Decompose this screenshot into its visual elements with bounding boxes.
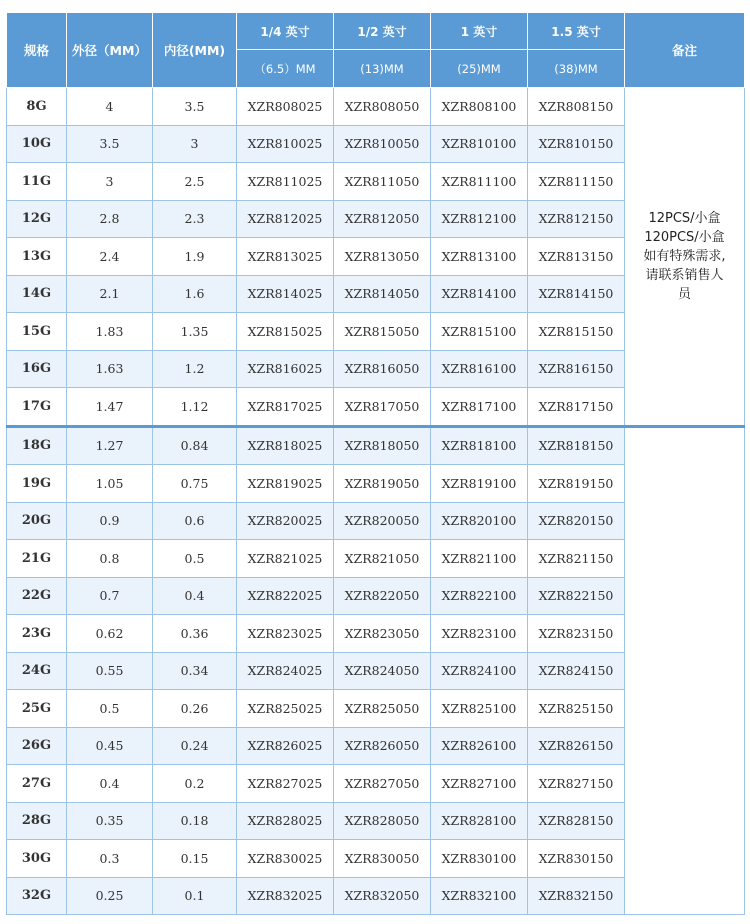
note-cell xyxy=(625,88,745,427)
part-code-cell: XZR816025 xyxy=(237,350,334,388)
spec-cell: 27G xyxy=(7,765,67,803)
spec-cell: 21G xyxy=(7,540,67,578)
outer-diameter-cell: 0.8 xyxy=(67,540,153,578)
part-code-cell: XZR820100 xyxy=(431,502,528,540)
part-code-cell: XZR825100 xyxy=(431,690,528,728)
outer-diameter-cell: 0.25 xyxy=(67,877,153,915)
header-mm-quarter-inch: （6.5）MM xyxy=(237,50,334,88)
part-code-cell: XZR818025 xyxy=(237,426,334,465)
inner-diameter-cell: 0.2 xyxy=(153,765,237,803)
part-code-cell: XZR812050 xyxy=(334,200,431,238)
part-code-cell: XZR810025 xyxy=(237,125,334,163)
part-code-cell: XZR818050 xyxy=(334,426,431,465)
part-code-cell: XZR813100 xyxy=(431,238,528,276)
outer-diameter-cell: 0.7 xyxy=(67,577,153,615)
inner-diameter-cell: 0.34 xyxy=(153,652,237,690)
spec-cell: 26G xyxy=(7,727,67,765)
part-code-cell: XZR808150 xyxy=(528,88,625,126)
inner-diameter-cell: 0.84 xyxy=(153,426,237,465)
outer-diameter-cell: 0.3 xyxy=(67,840,153,878)
part-code-cell: XZR824050 xyxy=(334,652,431,690)
part-code-cell: XZR814150 xyxy=(528,275,625,313)
spec-cell: 10G xyxy=(7,125,67,163)
part-code-cell: XZR825150 xyxy=(528,690,625,728)
part-code-cell: XZR820050 xyxy=(334,502,431,540)
part-code-cell: XZR828100 xyxy=(431,802,528,840)
part-code-cell: XZR810150 xyxy=(528,125,625,163)
part-code-cell: XZR811025 xyxy=(237,163,334,201)
part-code-cell: XZR815150 xyxy=(528,313,625,351)
header-mm-half-inch: (13)MM xyxy=(334,50,431,88)
part-code-cell: XZR822050 xyxy=(334,577,431,615)
table-row xyxy=(7,426,745,465)
part-code-cell: XZR819050 xyxy=(334,465,431,503)
part-code-cell: XZR816150 xyxy=(528,350,625,388)
part-code-cell: XZR816050 xyxy=(334,350,431,388)
spec-cell: 17G xyxy=(7,388,67,427)
part-code-cell: XZR818150 xyxy=(528,426,625,465)
part-code-cell: XZR823100 xyxy=(431,615,528,653)
inner-diameter-cell: 2.5 xyxy=(153,163,237,201)
spec-cell: 8G xyxy=(7,88,67,126)
spec-cell: 13G xyxy=(7,238,67,276)
spec-cell: 25G xyxy=(7,690,67,728)
spec-cell: 20G xyxy=(7,502,67,540)
part-code-cell: XZR812100 xyxy=(431,200,528,238)
outer-diameter-cell: 2.4 xyxy=(67,238,153,276)
part-code-cell: XZR818100 xyxy=(431,426,528,465)
inner-diameter-cell: 3.5 xyxy=(153,88,237,126)
part-code-cell: XZR826150 xyxy=(528,727,625,765)
part-code-cell: XZR817100 xyxy=(431,388,528,427)
header-outer-diameter: 外径（MM） xyxy=(67,13,153,88)
part-code-cell: XZR828050 xyxy=(334,802,431,840)
part-code-cell: XZR822100 xyxy=(431,577,528,615)
inner-diameter-cell: 0.15 xyxy=(153,840,237,878)
part-code-cell: XZR810050 xyxy=(334,125,431,163)
part-code-cell: XZR808100 xyxy=(431,88,528,126)
inner-diameter-cell: 0.36 xyxy=(153,615,237,653)
part-code-cell: XZR821100 xyxy=(431,540,528,578)
part-code-cell: XZR815050 xyxy=(334,313,431,351)
part-code-cell: XZR820025 xyxy=(237,502,334,540)
part-code-cell: XZR808050 xyxy=(334,88,431,126)
outer-diameter-cell: 1.05 xyxy=(67,465,153,503)
part-code-cell: XZR822150 xyxy=(528,577,625,615)
part-code-cell: XZR830025 xyxy=(237,840,334,878)
part-code-cell: XZR819150 xyxy=(528,465,625,503)
part-code-cell: XZR813025 xyxy=(237,238,334,276)
outer-diameter-cell: 1.47 xyxy=(67,388,153,427)
part-code-cell: XZR823025 xyxy=(237,615,334,653)
spec-cell: 28G xyxy=(7,802,67,840)
part-code-cell: XZR830100 xyxy=(431,840,528,878)
inner-diameter-cell: 0.5 xyxy=(153,540,237,578)
header-length-half-inch: 1/2 英寸 xyxy=(334,13,431,50)
outer-diameter-cell: 0.62 xyxy=(67,615,153,653)
header-length-one-half-inch: 1.5 英寸 xyxy=(528,13,625,50)
part-code-cell: XZR826025 xyxy=(237,727,334,765)
part-code-cell: XZR830050 xyxy=(334,840,431,878)
part-code-cell: XZR823150 xyxy=(528,615,625,653)
outer-diameter-cell: 0.9 xyxy=(67,502,153,540)
spec-table xyxy=(6,12,745,915)
outer-diameter-cell: 3.5 xyxy=(67,125,153,163)
header-inner-diameter: 内径(MM) xyxy=(153,13,237,88)
outer-diameter-cell: 2.8 xyxy=(67,200,153,238)
part-code-cell: XZR827025 xyxy=(237,765,334,803)
spec-cell: 24G xyxy=(7,652,67,690)
spec-cell: 19G xyxy=(7,465,67,503)
outer-diameter-cell: 0.4 xyxy=(67,765,153,803)
inner-diameter-cell: 1.35 xyxy=(153,313,237,351)
outer-diameter-cell: 0.55 xyxy=(67,652,153,690)
outer-diameter-cell: 1.27 xyxy=(67,426,153,465)
part-code-cell: XZR813050 xyxy=(334,238,431,276)
note-line: 如有特殊需求, xyxy=(643,248,726,264)
part-code-cell: XZR826050 xyxy=(334,727,431,765)
part-code-cell: XZR824100 xyxy=(431,652,528,690)
inner-diameter-cell: 1.2 xyxy=(153,350,237,388)
spec-cell: 12G xyxy=(7,200,67,238)
part-code-cell: XZR816100 xyxy=(431,350,528,388)
spec-cell: 11G xyxy=(7,163,67,201)
header-mm-one-inch: (25)MM xyxy=(431,50,528,88)
part-code-cell: XZR832100 xyxy=(431,877,528,915)
spec-table-container xyxy=(6,12,744,915)
part-code-cell: XZR817025 xyxy=(237,388,334,427)
header-length-quarter-inch: 1/4 英寸 xyxy=(237,13,334,50)
part-code-cell: XZR824025 xyxy=(237,652,334,690)
table-header xyxy=(7,13,745,88)
part-code-cell: XZR813150 xyxy=(528,238,625,276)
table-row xyxy=(7,88,745,126)
inner-diameter-cell: 0.6 xyxy=(153,502,237,540)
note-line: 12PCS/小盒 xyxy=(648,210,721,226)
part-code-cell: XZR828025 xyxy=(237,802,334,840)
part-code-cell: XZR827050 xyxy=(334,765,431,803)
part-code-cell: XZR821050 xyxy=(334,540,431,578)
spec-cell: 32G xyxy=(7,877,67,915)
part-code-cell: XZR819025 xyxy=(237,465,334,503)
part-code-cell: XZR821150 xyxy=(528,540,625,578)
spec-cell: 15G xyxy=(7,313,67,351)
inner-diameter-cell: 3 xyxy=(153,125,237,163)
spec-cell: 30G xyxy=(7,840,67,878)
part-code-cell: XZR827100 xyxy=(431,765,528,803)
part-code-cell: XZR814050 xyxy=(334,275,431,313)
part-code-cell: XZR811100 xyxy=(431,163,528,201)
note-line: 请联系销售人 xyxy=(645,267,724,283)
part-code-cell: XZR815100 xyxy=(431,313,528,351)
part-code-cell: XZR825050 xyxy=(334,690,431,728)
inner-diameter-cell: 1.12 xyxy=(153,388,237,427)
inner-diameter-cell: 0.75 xyxy=(153,465,237,503)
header-mm-one-half-inch: (38)MM xyxy=(528,50,625,88)
part-code-cell: XZR827150 xyxy=(528,765,625,803)
part-code-cell: XZR814100 xyxy=(431,275,528,313)
part-code-cell: XZR828150 xyxy=(528,802,625,840)
part-code-cell: XZR832150 xyxy=(528,877,625,915)
part-code-cell: XZR810100 xyxy=(431,125,528,163)
inner-diameter-cell: 1.9 xyxy=(153,238,237,276)
inner-diameter-cell: 0.1 xyxy=(153,877,237,915)
spec-cell: 14G xyxy=(7,275,67,313)
part-code-cell: XZR832050 xyxy=(334,877,431,915)
outer-diameter-cell: 1.63 xyxy=(67,350,153,388)
outer-diameter-cell: 2.1 xyxy=(67,275,153,313)
spec-cell: 16G xyxy=(7,350,67,388)
part-code-cell: XZR830150 xyxy=(528,840,625,878)
part-code-cell: XZR811050 xyxy=(334,163,431,201)
part-code-cell: XZR817050 xyxy=(334,388,431,427)
outer-diameter-cell: 4 xyxy=(67,88,153,126)
part-code-cell: XZR819100 xyxy=(431,465,528,503)
part-code-cell: XZR814025 xyxy=(237,275,334,313)
part-code-cell: XZR824150 xyxy=(528,652,625,690)
spec-cell: 23G xyxy=(7,615,67,653)
part-code-cell: XZR826100 xyxy=(431,727,528,765)
part-code-cell: XZR815025 xyxy=(237,313,334,351)
outer-diameter-cell: 0.5 xyxy=(67,690,153,728)
part-code-cell: XZR812150 xyxy=(528,200,625,238)
inner-diameter-cell: 0.26 xyxy=(153,690,237,728)
table-body xyxy=(7,88,745,915)
part-code-cell: XZR832025 xyxy=(237,877,334,915)
outer-diameter-cell: 1.83 xyxy=(67,313,153,351)
outer-diameter-cell: 0.35 xyxy=(67,802,153,840)
part-code-cell: XZR822025 xyxy=(237,577,334,615)
header-spec: 规格 xyxy=(7,13,67,88)
spec-cell: 22G xyxy=(7,577,67,615)
note-line: 120PCS/小盒 xyxy=(644,229,725,245)
part-code-cell: XZR808025 xyxy=(237,88,334,126)
part-code-cell: XZR825025 xyxy=(237,690,334,728)
inner-diameter-cell: 0.18 xyxy=(153,802,237,840)
header-note: 备注 xyxy=(625,13,745,88)
part-code-cell: XZR811150 xyxy=(528,163,625,201)
part-code-cell: XZR823050 xyxy=(334,615,431,653)
inner-diameter-cell: 0.4 xyxy=(153,577,237,615)
part-code-cell: XZR812025 xyxy=(237,200,334,238)
spec-cell: 18G xyxy=(7,426,67,465)
note-line: 员 xyxy=(677,286,691,302)
inner-diameter-cell: 0.24 xyxy=(153,727,237,765)
outer-diameter-cell: 0.45 xyxy=(67,727,153,765)
inner-diameter-cell: 1.6 xyxy=(153,275,237,313)
inner-diameter-cell: 2.3 xyxy=(153,200,237,238)
outer-diameter-cell: 3 xyxy=(67,163,153,201)
part-code-cell: XZR821025 xyxy=(237,540,334,578)
note-cell-empty xyxy=(625,426,745,915)
part-code-cell: XZR817150 xyxy=(528,388,625,427)
header-length-one-inch: 1 英寸 xyxy=(431,13,528,50)
part-code-cell: XZR820150 xyxy=(528,502,625,540)
